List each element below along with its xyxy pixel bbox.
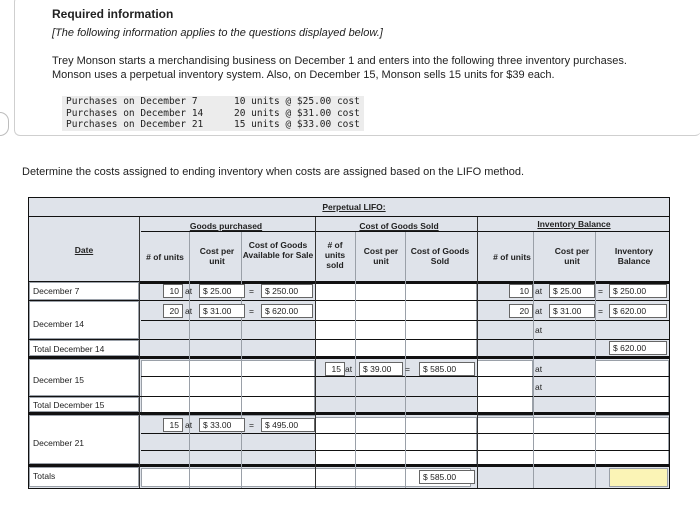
- at-label: at: [185, 286, 193, 296]
- purchase-detail: 20 units @ $31.00 cost: [234, 107, 360, 119]
- row-total-dec15: Total December 15: [33, 400, 105, 410]
- purchase-label: Purchases on December 7: [66, 96, 198, 107]
- col-inv-cost: Cost per unit: [554, 246, 590, 266]
- purchase-row: [66, 119, 360, 131]
- question-text: Determine the costs assigned to ending inventory when costs are assigned based on the LIFO method.: [22, 166, 525, 178]
- inv-dec14-total[interactable]: $ 620.00: [609, 304, 667, 318]
- col-inv-units: # of units: [493, 252, 531, 262]
- purchase-dec7-units[interactable]: 10: [163, 284, 183, 298]
- purchase-dec7-total[interactable]: $ 250.00: [261, 284, 313, 298]
- problem-story: [52, 54, 692, 82]
- panel-tab[interactable]: [0, 112, 9, 136]
- inv-balance-cells-mid: [595, 360, 669, 416]
- purchase-dec21-cost[interactable]: $ 33.00: [199, 418, 245, 432]
- inv-total-dec14[interactable]: $ 620.00: [609, 341, 667, 355]
- row-totals: Totals: [33, 471, 56, 481]
- group-goods-purchased: Goods purchased: [189, 221, 263, 231]
- inv-cells-bottom: [477, 417, 669, 467]
- col-sold-cost: Cost per unit: [363, 246, 399, 266]
- at-label: at: [345, 364, 353, 374]
- equals-sign: =: [249, 420, 254, 430]
- purchase-row: [66, 96, 360, 108]
- cogs-cells-bottom: [315, 417, 477, 467]
- equals-sign: =: [598, 286, 603, 296]
- row-dec14: December 14: [33, 319, 85, 329]
- group-cogs: Cost of Goods Sold: [359, 221, 439, 231]
- at-label: at: [535, 382, 543, 392]
- sale-dec15-cost[interactable]: $ 39.00: [359, 362, 403, 376]
- purchase-dec14-total[interactable]: $ 620.00: [261, 304, 313, 318]
- sale-dec15-units[interactable]: 15: [325, 362, 345, 376]
- purchase-label: Purchases on December 21: [66, 119, 204, 130]
- row-dec7: December 7: [33, 286, 80, 296]
- story-line-1: Trey Monson starts a merchandising business on December 1 and enters into the following three inventory purchases.: [52, 55, 627, 67]
- at-label: at: [535, 364, 543, 374]
- at-label: at: [185, 420, 193, 430]
- required-info-title: Required information: [52, 7, 174, 21]
- purchase-cells-mid: [141, 360, 315, 416]
- col-cogs: Cost of Goods Sold: [410, 246, 470, 266]
- col-purchase-units: # of units: [146, 252, 184, 262]
- inv-units-cells-mid: [477, 360, 533, 416]
- row-total-dec14: Total December 14: [33, 344, 105, 354]
- at-label: at: [535, 286, 543, 296]
- purchase-dec14-units[interactable]: 20: [163, 304, 183, 318]
- equals-sign: =: [249, 306, 254, 316]
- inv-dec7-cost[interactable]: $ 25.00: [549, 284, 595, 298]
- purchase-dec21-units[interactable]: 15: [163, 418, 183, 432]
- sale-dec15-total[interactable]: $ 585.00: [419, 362, 475, 376]
- col-date: Date: [74, 245, 94, 255]
- purchase-label: Purchases on December 14: [66, 107, 204, 119]
- inv-dec7-units[interactable]: 10: [509, 284, 533, 298]
- purchase-detail: 10 units @ $25.00 cost: [234, 96, 360, 107]
- at-label: at: [185, 306, 193, 316]
- at-label: at: [535, 306, 543, 316]
- cogs-total[interactable]: $ 585.00: [419, 470, 475, 484]
- equals-sign: =: [598, 306, 603, 316]
- equals-sign: =: [405, 364, 410, 374]
- equals-sign: =: [249, 286, 254, 296]
- purchase-dec21-total[interactable]: $ 495.00: [261, 418, 315, 432]
- inv-dec14-cost[interactable]: $ 31.00: [549, 304, 595, 318]
- col-cogas: Cost of Goods Available for Sale: [242, 240, 314, 260]
- col-units-sold: # of units sold: [324, 240, 346, 270]
- purchase-row: [66, 108, 360, 120]
- purchase-detail: 15 units @ $33.00 cost: [234, 119, 360, 130]
- table-title: Perpetual LIFO:: [322, 202, 386, 212]
- purchase-dec7-cost[interactable]: $ 25.00: [199, 284, 245, 298]
- cogs-cells-top: [315, 283, 477, 359]
- col-purchase-cost: Cost per unit: [199, 246, 235, 266]
- story-line-2: Monson uses a perpetual inventory system. Also, on December 15, Monson sells 15 units for $39 each.: [52, 69, 555, 81]
- info-note: [The following information applies to the questions displayed below.]: [52, 27, 383, 39]
- purchase-dec14-cost[interactable]: $ 31.00: [199, 304, 245, 318]
- at-label: at: [535, 325, 543, 335]
- lifo-table: [28, 197, 670, 489]
- row-dec15: December 15: [33, 375, 85, 385]
- col-inv-balance: Inventory Balance: [614, 246, 654, 266]
- inventory-total-answer[interactable]: [609, 468, 668, 487]
- inv-dec7-total[interactable]: $ 250.00: [609, 284, 667, 298]
- row-dec21: December 21: [33, 438, 85, 448]
- group-inventory-balance: Inventory Balance: [537, 219, 611, 229]
- purchases-list: [62, 96, 364, 131]
- inv-dec14-units[interactable]: 20: [509, 304, 533, 318]
